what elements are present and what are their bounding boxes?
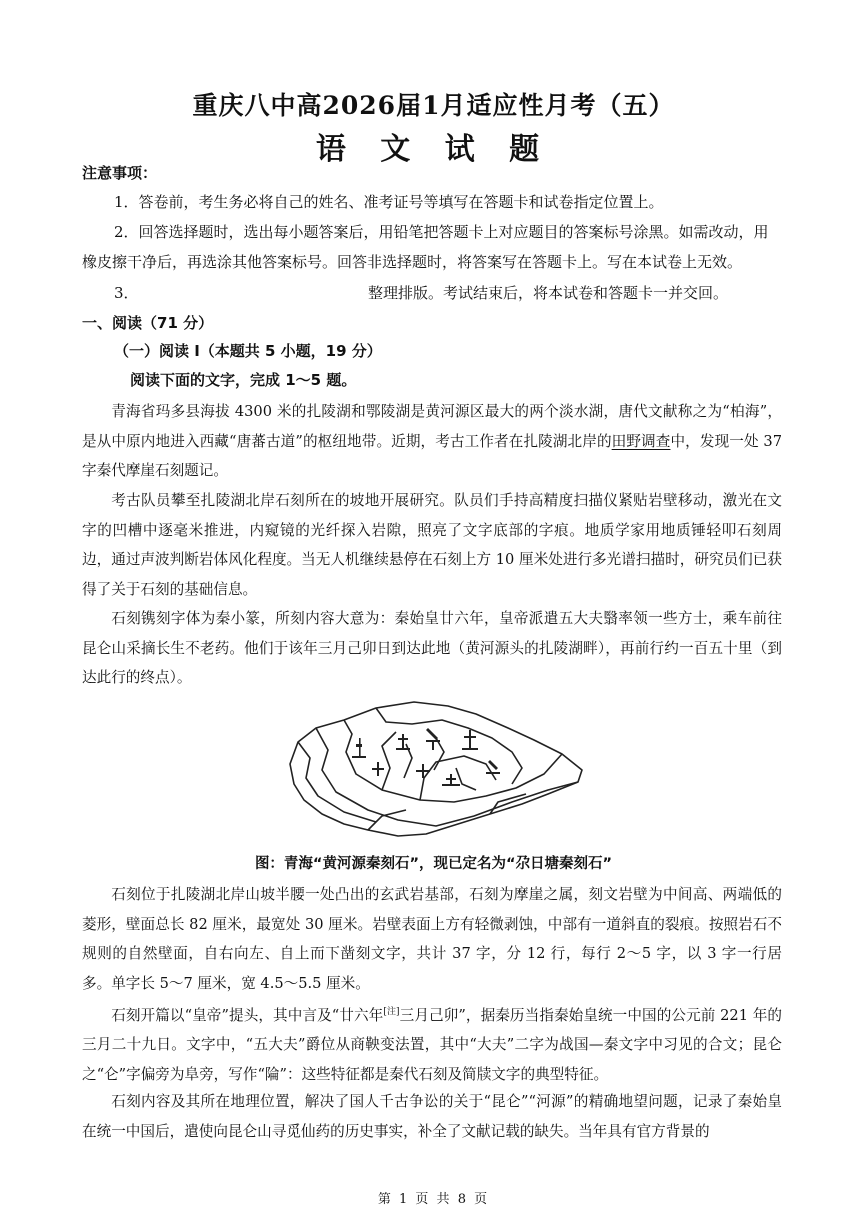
paragraph-5 xyxy=(82,998,782,1090)
paragraph-1 xyxy=(82,397,782,486)
figure-caption: 图：青海“黄河源秦刻石”，现已定名为“尕日塘秦刻石” xyxy=(254,856,613,872)
paragraph-3: 石刻镌刻字体为秦小篆，所刻内容大意为：秦始皇廿六年，皇帝派遣五大夫翳率领一些方士，乘车前往昆仑山采摘长生不老药。他们于该年三月己卯日到达此地（黄河源头的扎陵湖畔），再前行约一百五十里（到达此行的终点）。 xyxy=(82,610,782,687)
notice-item-2-line-1: 2．回答选择题时，选出每小题答案后，用铅笔把答题卡上对应题目的答案标号涂黑。如需改动，用 xyxy=(114,223,769,241)
footnote-marker: [注] xyxy=(383,1007,400,1017)
section-heading: 一、阅读（71 分） xyxy=(82,314,214,332)
notice-item-3-number: 3． xyxy=(114,284,139,302)
paragraph-6: 石刻内容及其所在地理位置，解决了国人千古争讼的关于“昆仑”“河源”的精确地望问题，记录了秦始皇在统一中国后，遣使向昆仑山寻觅仙药的历史事实，补全了文献记载的缺失。当年具有官方背景的 xyxy=(82,1093,782,1140)
page-footer: 第 1 页 共 8 页 xyxy=(377,1192,490,1207)
notice-item-3-text: 整理排版。考试结束后，将本试卷和答题卡一并交回。 xyxy=(368,284,729,302)
notice-item-1: 1．答卷前，考生务必将自己的姓名、准考证号等填写在答题卡和试卷指定位置上。 xyxy=(114,193,664,211)
notice-item-2-line-2: 橡皮擦干净后，再选涂其他答案标号。回答非选择题时，将答案写在答题卡上。写在本试卷上无效。 xyxy=(82,253,743,271)
paragraph-5-part-a: 石刻开篇以“皇帝”提头，其中言及“廿六年 xyxy=(111,1006,384,1024)
paragraph-5-part-b: 三月己卯”，据秦历当指秦始皇统一中国的公元前 221 年的三月二十九日。文字中，“五大夫”爵位从商鞅变法置，其中“大夫”二字为战国—秦文字中习见的合文；昆仑之“仑”字偏旁为阜旁，写作“陯”：这些特征都是秦代石刻及简牍文字的典型特征。 xyxy=(82,1006,782,1084)
reading-instruction: 阅读下面的文字，完成 1～5 题。 xyxy=(130,371,357,389)
exam-subtitle: 语 文 试 题 xyxy=(315,132,552,167)
stone-inscription-figure xyxy=(286,698,586,838)
notice-heading: 注意事项： xyxy=(82,164,158,182)
sub-section-heading: （一）阅读 I（本题共 5 小题，19 分） xyxy=(114,342,382,360)
underlined-term: 田野调查 xyxy=(611,432,671,450)
paragraph-4: 石刻位于扎陵湖北岸山坡半腰一处凸出的玄武岩基部，石刻为摩崖之属，刻文岩壁为中间高、两端低的菱形，壁面总长 82 厘米，最宽处 30 厘米。岩壁表面上方有轻微剥蚀，中部有一道斜直的裂痕。按照岩石不规则的自然壁面，自右向左、自上而下凿刻文字，共计 37 字，分 12 行，每行 2～5 字，以 3 字一行居多。单字长 5～7 厘米，宽 4.5～5.5 厘米。 xyxy=(82,886,782,992)
paragraph-2: 考古队员攀至扎陵湖北岸石刻所在的坡地开展研究。队员们手持高精度扫描仪紧贴岩壁移动，激光在文字的凹槽中逐毫米推进，内窥镜的光纤探入岩隙，照亮了文字底部的字痕。地质学家用地质锤轻叩石刻周边，通过声波判断岩体风化程度。当无人机继续悬停在石刻上方 10 厘米处进行多光谱扫描时，研究员们已获得了关于石刻的基础信息。 xyxy=(82,492,782,598)
paragraph-1-part-a: 青海省玛多县海拔 4300 米的扎陵湖和鄂陵湖是黄河源区最大的两个淡水湖，唐代文献称之为“柏海”，是从中原内地进入西藏“唐蕃古道”的枢纽地带。近期，考古工作者在扎陵湖北岸的 xyxy=(82,403,782,450)
paragraph-1-part-b: 中，发现一处 37 字秦代摩崖石刻题记。 xyxy=(82,432,782,480)
exam-title: 重庆八中高2026届1月适应性月考（五） xyxy=(192,91,675,120)
